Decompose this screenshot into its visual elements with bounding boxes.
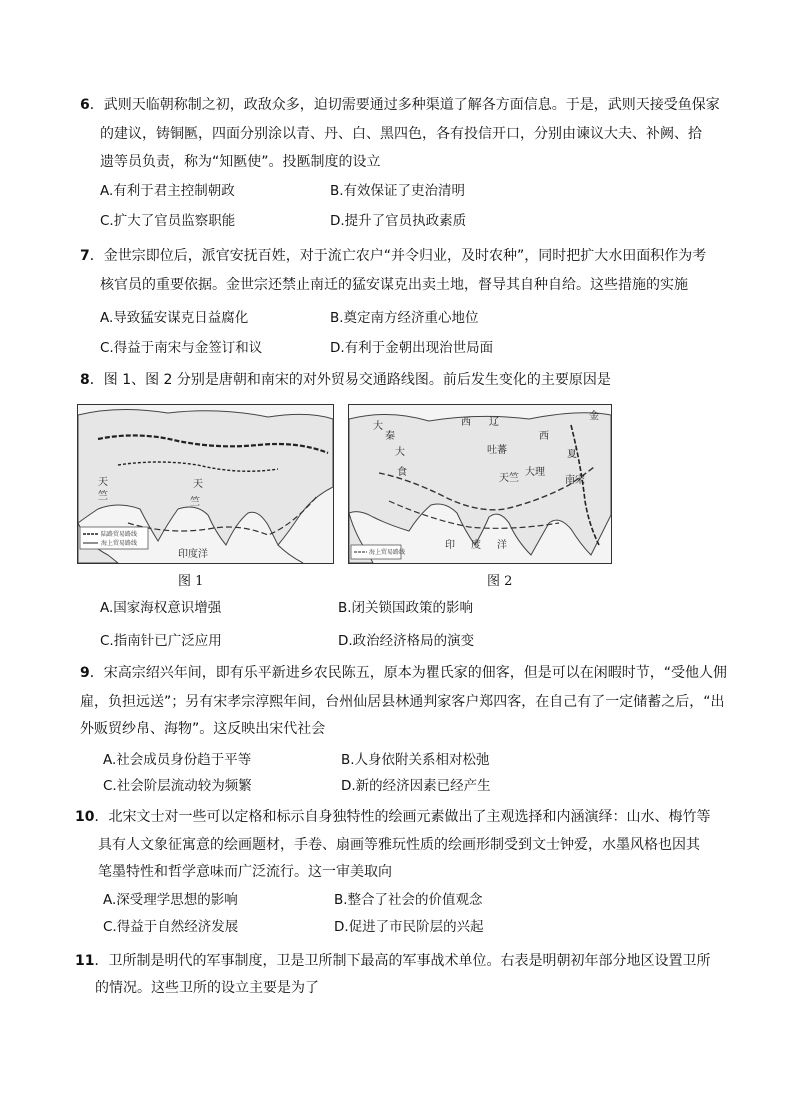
q11-line-1: 11．卫所制是明代的军事制度，卫是卫所制下最高的军事战术单位。右表是明朝初年部分地区设置卫所 bbox=[75, 953, 711, 969]
q7-stem-line-2: 核官员的重要依据。金世宗还禁止南迁的猛安谋克出卖土地，督导其自种自给。这些措施的实施 bbox=[100, 277, 688, 293]
fig2-label-yin: 印 bbox=[445, 540, 455, 551]
q11-stem-line-2: 的情况。这些卫所的设立主要是为了 bbox=[95, 980, 319, 996]
q7-number: 7 bbox=[80, 248, 90, 264]
fig1-label-tian: 天 bbox=[193, 479, 203, 490]
map-figure-2 bbox=[348, 404, 612, 564]
q7-option-b[interactable]: B.奠定南方经济重心地位 bbox=[330, 310, 479, 326]
fig2-label-jin: 金 bbox=[589, 411, 599, 422]
q6-stem-line-3: 遗等员负责，称为“知匦使”。投匦制度的设立 bbox=[100, 154, 381, 170]
q8-option-d[interactable]: D.政治经济格局的演变 bbox=[338, 633, 475, 649]
q6-option-c[interactable]: C.扩大了官员监察职能 bbox=[100, 213, 236, 229]
q10-option-a[interactable]: A.深受理学思想的影响 bbox=[103, 892, 238, 908]
fig2-label-shi: 食 bbox=[397, 467, 407, 478]
q6-option-a[interactable]: A.有利于君主控制朝政 bbox=[100, 183, 235, 199]
q6-stem-line-2: 的建议，铸铜匦，四面分别涂以青、丹、白、黑四色，各有投信开口，分别由谏议大夫、补阙、拾 bbox=[100, 126, 702, 142]
fig1-legend-sea: 海上贸易路线 bbox=[101, 540, 138, 547]
fig2-legend-sea: 海上贸易路线 bbox=[369, 549, 406, 556]
fig2-label-da: 大 bbox=[395, 447, 405, 458]
q8-line-1: 8．图 1、图 2 分别是唐朝和南宋的对外贸易交通路线图。前后发生变化的主要原因是 bbox=[80, 372, 611, 388]
fig1-label-indian-ocean: 印度洋 bbox=[178, 549, 208, 560]
q8-option-a[interactable]: A.国家海权意识增强 bbox=[100, 600, 222, 616]
fig2-label-xia: 夏 bbox=[567, 449, 577, 460]
map-tang-trade-routes bbox=[78, 405, 333, 563]
fig2-label-liao: 辽 bbox=[489, 417, 499, 428]
q6-stem-line-1: 武则天临朝称制之初，政敌众多，迫切需要通过多种渠道了解各方面信息。于是，武则天接受鱼保家 bbox=[103, 97, 720, 113]
map-song-trade-routes bbox=[349, 405, 611, 563]
q10-option-c[interactable]: C.得益于自然经济发展 bbox=[103, 919, 239, 935]
fig1-label-tian-left: 天 bbox=[98, 477, 108, 488]
fig2-label-da-qin-2: 秦 bbox=[385, 431, 395, 442]
fig2-caption: 图 2 bbox=[487, 574, 513, 589]
fig2-label-da-qin-1: 大 bbox=[373, 421, 383, 432]
q9-stem-line-1: 宋高宗绍兴年间，即有乐平新进乡农民陈五，原本为瞿氏家的佃客，但是可以在闲暇时节，“受他人佣 bbox=[103, 665, 728, 681]
fig2-label-tianzhu: 天竺 bbox=[499, 473, 519, 484]
fig2-label-nansong: 南宋 bbox=[565, 475, 585, 486]
q7-option-d[interactable]: D.有利于金朝出现治世局面 bbox=[330, 340, 494, 356]
q10-stem-line-1: 北宋文士对一些可以定格和标示自身独特性的绘画元素做出了主观选择和内涵演绎：山水、梅竹等 bbox=[108, 809, 711, 825]
q9-option-a[interactable]: A.社会成员身份趋于平等 bbox=[103, 752, 252, 768]
q10-stem-line-2: 具有人文象征寓意的绘画题材，手卷、扇画等雅玩性质的绘画形制受到文士钟爱，水墨风格也因其 bbox=[98, 837, 700, 853]
q10-option-b[interactable]: B.整合了社会的价值观念 bbox=[334, 892, 483, 908]
fig2-label-xi: 西 bbox=[461, 417, 471, 428]
fig1-caption: 图 1 bbox=[178, 574, 204, 589]
fig2-label-dali: 大理 bbox=[525, 467, 545, 478]
q11-stem-line-1: 卫所制是明代的军事制度，卫是卫所制下最高的军事战术单位。右表是明朝初年部分地区设置卫所 bbox=[108, 953, 711, 969]
q9-stem-line-2: 雇，负担远送”；另有宋孝宗淳熙年间，台州仙居县林通判家客户郑四客，在自己有了一定储蓄之后，“出 bbox=[80, 694, 725, 710]
q10-stem-line-3: 笔墨特性和哲学意味而广泛流行。这一审美取向 bbox=[98, 864, 392, 880]
q9-option-d[interactable]: D.新的经济因素已经产生 bbox=[341, 778, 491, 794]
q9-option-c[interactable]: C.社会阶层流动较为频繁 bbox=[103, 778, 252, 794]
q10-number: 10 bbox=[75, 809, 95, 825]
q9-stem-line-3: 外贩贸纱帛、海物”。这反映出宋代社会 bbox=[80, 721, 326, 737]
q10-line-1: 10．北宋文士对一些可以定格和标示自身独特性的绘画元素做出了主观选择和内涵演绎：山水、梅竹等 bbox=[75, 809, 711, 825]
fig2-label-yang: 洋 bbox=[497, 540, 507, 551]
fig1-legend-land: 陆路贸易路线 bbox=[101, 531, 138, 538]
fig2-label-tubo: 吐蕃 bbox=[487, 445, 507, 456]
q7-stem-line-1: 金世宗即位后，派官安抚百姓，对于流亡农户“并令归业，及时农种”，同时把扩大水田面积作为考 bbox=[103, 248, 707, 264]
q8-option-c[interactable]: C.指南针已广泛应用 bbox=[100, 633, 222, 649]
q8-number: 8 bbox=[80, 372, 90, 388]
q7-option-a[interactable]: A.导致猛安谋克日益腐化 bbox=[100, 310, 249, 326]
fig2-label-du: 度 bbox=[471, 540, 481, 551]
q6-option-b[interactable]: B.有效保证了吏治清明 bbox=[330, 183, 466, 199]
q7-option-c[interactable]: C.得益于南宋与金签订和议 bbox=[100, 340, 263, 356]
q6-line-1: 6．武则天临朝称制之初，政敌众多，迫切需要通过多种渠道了解各方面信息。于是，武则天接受鱼保家 bbox=[80, 97, 720, 113]
map-figure-1 bbox=[77, 404, 334, 564]
q9-option-b[interactable]: B.人身依附关系相对松弛 bbox=[341, 752, 490, 768]
q7-line-1: 7．金世宗即位后，派官安抚百姓，对于流亡农户“并令归业，及时农种”，同时把扩大水田面积作为考 bbox=[80, 248, 707, 264]
q6-number: 6 bbox=[80, 97, 90, 113]
q8-stem-line-1: 图 1、图 2 分别是唐朝和南宋的对外贸易交通路线图。前后发生变化的主要原因是 bbox=[103, 372, 611, 388]
fig1-label-zhu: 竺 bbox=[190, 497, 200, 508]
q11-number: 11 bbox=[75, 953, 95, 969]
q6-option-d[interactable]: D.提升了官员执政素质 bbox=[330, 213, 467, 229]
q8-option-b[interactable]: B.闭关锁国政策的影响 bbox=[338, 600, 474, 616]
q9-line-1: 9．宋高宗绍兴年间，即有乐平新进乡农民陈五，原本为瞿氏家的佃客，但是可以在闲暇时节，“受他人佣 bbox=[80, 665, 728, 681]
q10-option-d[interactable]: D.促进了市民阶层的兴起 bbox=[334, 919, 484, 935]
q9-number: 9 bbox=[80, 665, 90, 681]
fig2-label-xi-2: 西 bbox=[539, 431, 549, 442]
fig1-label-zhu-left: 竺 bbox=[98, 491, 108, 502]
